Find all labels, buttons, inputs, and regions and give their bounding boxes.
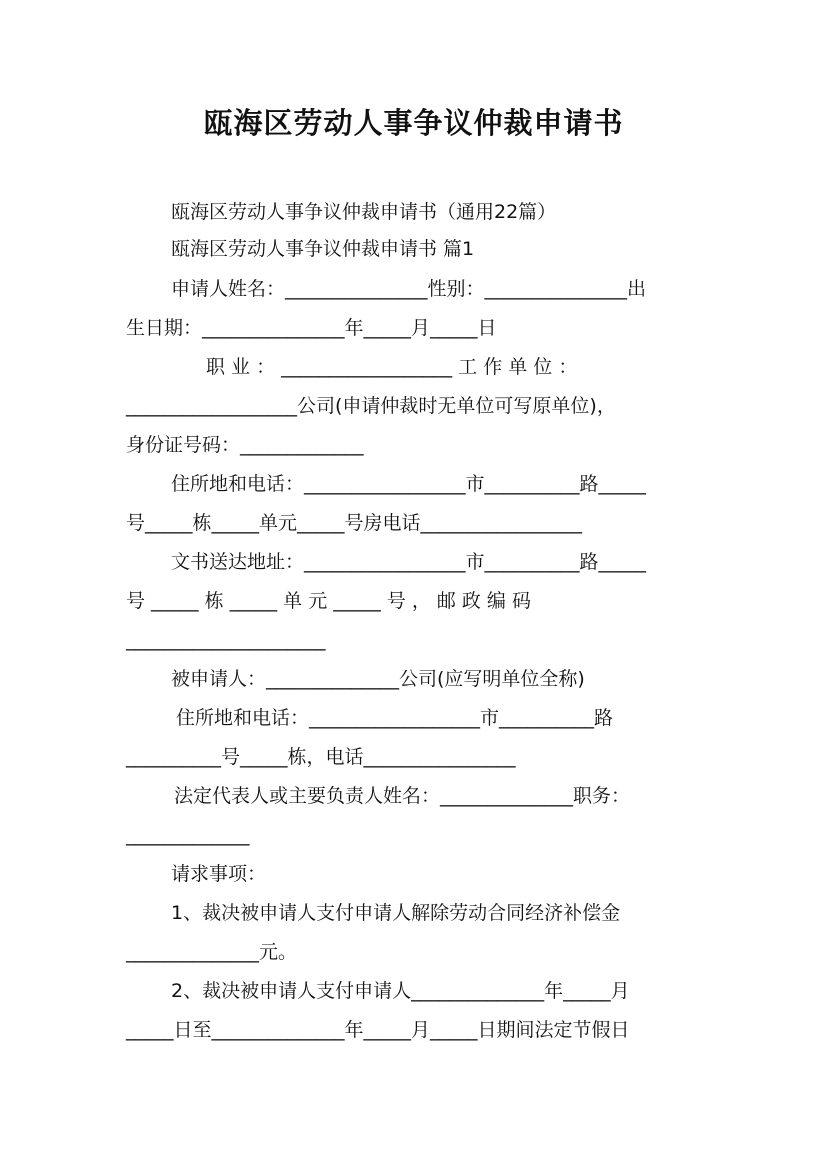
respondent-line: 被申请人：______________公司(应写明单位全称) [171, 668, 585, 690]
legal-representative-line: 法定代表人或主要负责人姓名：______________职务： [174, 785, 631, 807]
postal-code-line: 号 _____ 栋 _____ 单 元 _____ 号 ， 邮 政 编 码 [126, 590, 531, 612]
respondent-address-line: 住所地和电话：__________________市__________路 [176, 707, 614, 729]
claim-2-line: 2、裁决被申请人支付申请人______________年_____月 [171, 980, 630, 1002]
applicant-name-line: 申请人姓名：_______________性别：_______________出 [171, 278, 647, 300]
document-title: 瓯海区劳动人事争议仲裁申请书 [203, 106, 624, 140]
delivery-address-line: 文书送达地址：_________________市__________路_____ [171, 551, 647, 573]
claims-heading: 请求事项： [171, 863, 267, 885]
claim-1-line: 1、裁决被申请人支付申请人解除劳动合同经济补偿金 [171, 902, 621, 924]
employer-line: __________________公司(申请仲裁时无单位可写原单位)， [126, 395, 616, 417]
position-blank: _____________ [126, 824, 250, 846]
birth-date-line: 生日期：_______________年_____月_____日 [126, 317, 497, 339]
respondent-address-detail: __________号_____栋，电话________________ [126, 746, 516, 768]
address-phone-line: 住所地和电话：_________________市__________路_____ [171, 473, 647, 495]
address-detail-line: 号_____栋_____单元_____号房电话_________________ [126, 512, 583, 534]
section-heading: 瓯海区劳动人事争议仲裁申请书 篇1 [171, 238, 475, 260]
subtitle-line: 瓯海区劳动人事争议仲裁申请书（通用22篇） [171, 201, 557, 223]
id-number-line: 身份证号码：_____________ [126, 434, 364, 456]
occupation-line: 职 业 ： __________________ 工 作 单 位 ： [206, 356, 578, 378]
postal-code-blank: _____________________ [126, 629, 326, 651]
claim-1-amount: ______________元。 [126, 941, 298, 963]
claim-2-period: _____日至______________年_____月_____日期间法定节假日 [126, 1019, 630, 1041]
